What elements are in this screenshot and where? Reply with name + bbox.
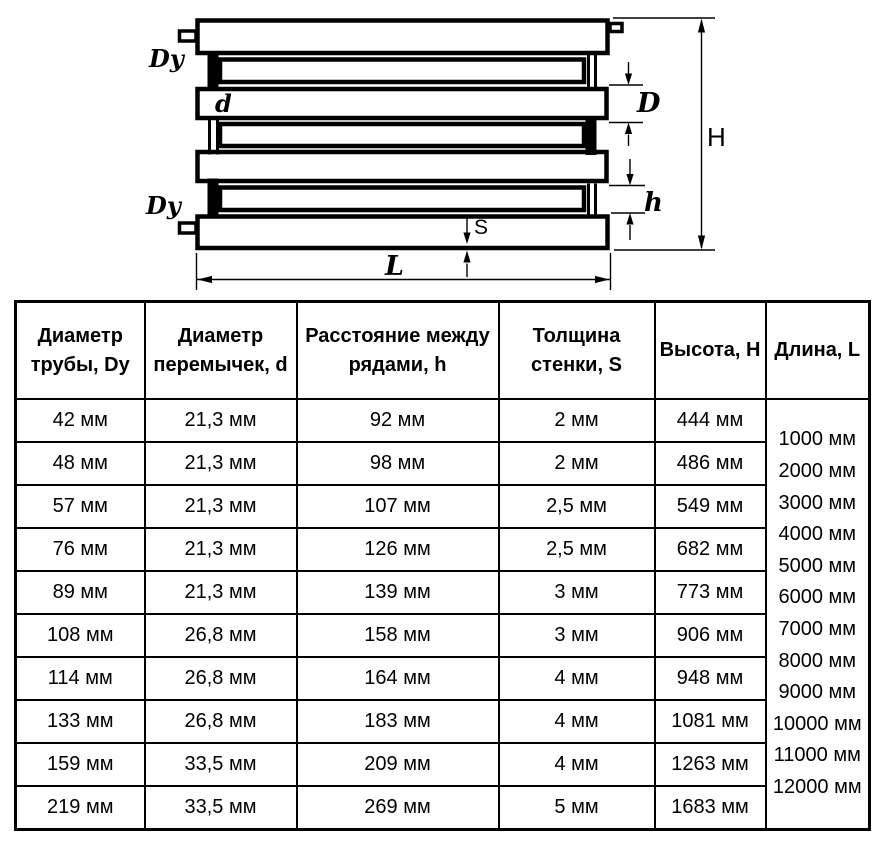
cell-wall-thickness: 2,5 мм (499, 485, 655, 528)
cell-row-spacing: 139 мм (297, 571, 499, 614)
cell-pipe-diameter: 108 мм (16, 614, 145, 657)
cell-row-spacing: 126 мм (297, 528, 499, 571)
cell-row-spacing: 183 мм (297, 700, 499, 743)
label-d: d (215, 89, 232, 118)
length-value: 5000 мм (778, 554, 857, 577)
label-H: H (707, 122, 726, 152)
fitting-stub-top-right (610, 24, 622, 32)
label-dy-top: Dy (149, 44, 184, 73)
table-row (16, 614, 870, 657)
length-value: 9000 мм (778, 681, 857, 704)
spec-table (14, 300, 871, 831)
cell-pipe-diameter: 42 мм (16, 399, 145, 442)
col-header-jumper-diameter: Диаметр перемычек, d (145, 302, 297, 400)
length-value: 4000 мм (778, 523, 857, 546)
cell-height: 948 мм (655, 657, 766, 700)
table-row (16, 786, 870, 830)
length-value: 8000 мм (778, 649, 857, 672)
jumper-right-bottom (589, 184, 596, 217)
length-value: 3000 мм (778, 491, 857, 514)
header-row (16, 302, 870, 400)
length-value: 11000 мм (773, 744, 861, 767)
cell-pipe-diameter: 219 мм (16, 786, 145, 830)
cell-pipe-diameter: 57 мм (16, 485, 145, 528)
length-value: 10000 мм (772, 712, 862, 735)
cell-height: 444 мм (655, 399, 766, 442)
cell-jumper-diameter: 33,5 мм (145, 743, 297, 786)
cell-row-spacing: 107 мм (297, 485, 499, 528)
col-header-row-spacing: Расстояние между рядами, h (297, 302, 499, 400)
cell-wall-thickness: 4 мм (499, 657, 655, 700)
cell-row-spacing: 269 мм (297, 786, 499, 830)
label-D: D (637, 88, 661, 119)
length-value: 6000 мм (778, 586, 857, 609)
table-row (16, 442, 870, 485)
cell-jumper-diameter: 33,5 мм (145, 786, 297, 830)
cell-jumper-diameter: 21,3 мм (145, 528, 297, 571)
cell-pipe-diameter: 89 мм (16, 571, 145, 614)
cell-jumper-diameter: 21,3 мм (145, 442, 297, 485)
label-dy-bottom: Dy (146, 191, 181, 220)
cell-row-spacing: 209 мм (297, 743, 499, 786)
cell-height: 773 мм (655, 571, 766, 614)
table-row (16, 485, 870, 528)
table-row (16, 700, 870, 743)
cell-height: 1683 мм (655, 786, 766, 830)
length-value: 2000 мм (778, 460, 857, 483)
cell-pipe-diameter: 114 мм (16, 657, 145, 700)
cell-wall-thickness: 4 мм (499, 700, 655, 743)
cell-height: 1263 мм (655, 743, 766, 786)
col-header-length: Длина, L (766, 302, 870, 400)
jumper-left-bottom (208, 179, 219, 219)
jumper-right-middle (586, 118, 597, 156)
cell-jumper-diameter: 21,3 мм (145, 485, 297, 528)
table-row (16, 571, 870, 614)
cell-height: 1081 мм (655, 700, 766, 743)
col-header-height: Высота, H (655, 302, 766, 400)
cell-wall-thickness: 4 мм (499, 743, 655, 786)
fitting-stub-top-left (180, 31, 197, 41)
cell-wall-thickness: 3 мм (499, 571, 655, 614)
cell-height: 486 мм (655, 442, 766, 485)
connector-tube-3 (220, 188, 584, 211)
cell-pipe-diameter: 76 мм (16, 528, 145, 571)
dimension-h (609, 159, 645, 240)
label-S: S (474, 216, 489, 239)
pipe-row-4 (198, 217, 608, 249)
cell-wall-thickness: 2,5 мм (499, 528, 655, 571)
cell-wall-thickness: 5 мм (499, 786, 655, 830)
cell-pipe-diameter: 48 мм (16, 442, 145, 485)
length-value: 12000 мм (772, 775, 862, 798)
label-h: h (644, 188, 663, 218)
cell-jumper-diameter: 21,3 мм (145, 399, 297, 442)
table-row (16, 657, 870, 700)
connector-tube-2 (220, 124, 584, 146)
cell-wall-thickness: 2 мм (499, 399, 655, 442)
table-row (16, 528, 870, 571)
fitting-stub-bottom-left (180, 223, 197, 233)
jumper-right-top (589, 53, 596, 89)
register-diagram (0, 0, 882, 296)
cell-jumper-diameter: 26,8 мм (145, 700, 297, 743)
connector-tube-1 (220, 60, 584, 83)
cell-row-spacing: 92 мм (297, 399, 499, 442)
length-value: 1000 мм (778, 428, 857, 451)
length-value: 7000 мм (778, 618, 857, 640)
jumper-left-middle (210, 118, 218, 155)
cell-row-spacing: 158 мм (297, 614, 499, 657)
table-row (16, 399, 870, 442)
cell-row-spacing: 164 мм (297, 657, 499, 700)
cell-height: 682 мм (655, 528, 766, 571)
label-L: L (385, 251, 404, 282)
cell-jumper-diameter: 21,3 мм (145, 571, 297, 614)
length-merged-cell (766, 399, 870, 830)
cell-wall-thickness: 3 мм (499, 614, 655, 657)
cell-row-spacing: 98 мм (297, 442, 499, 485)
cell-pipe-diameter: 159 мм (16, 743, 145, 786)
jumper-left-top (208, 52, 219, 91)
pipe-row-2 (198, 89, 607, 118)
table-row (16, 743, 870, 786)
pipe-row-1 (198, 21, 608, 54)
cell-height: 906 мм (655, 614, 766, 657)
pipe-row-3 (198, 152, 607, 181)
col-header-wall-thickness: Толщина стенки, S (499, 302, 655, 400)
cell-pipe-diameter: 133 мм (16, 700, 145, 743)
cell-jumper-diameter: 26,8 мм (145, 657, 297, 700)
cell-wall-thickness: 2 мм (499, 442, 655, 485)
cell-height: 549 мм (655, 485, 766, 528)
col-header-pipe-diameter: Диаметр трубы, Dy (16, 302, 145, 400)
cell-jumper-diameter: 26,8 мм (145, 614, 297, 657)
